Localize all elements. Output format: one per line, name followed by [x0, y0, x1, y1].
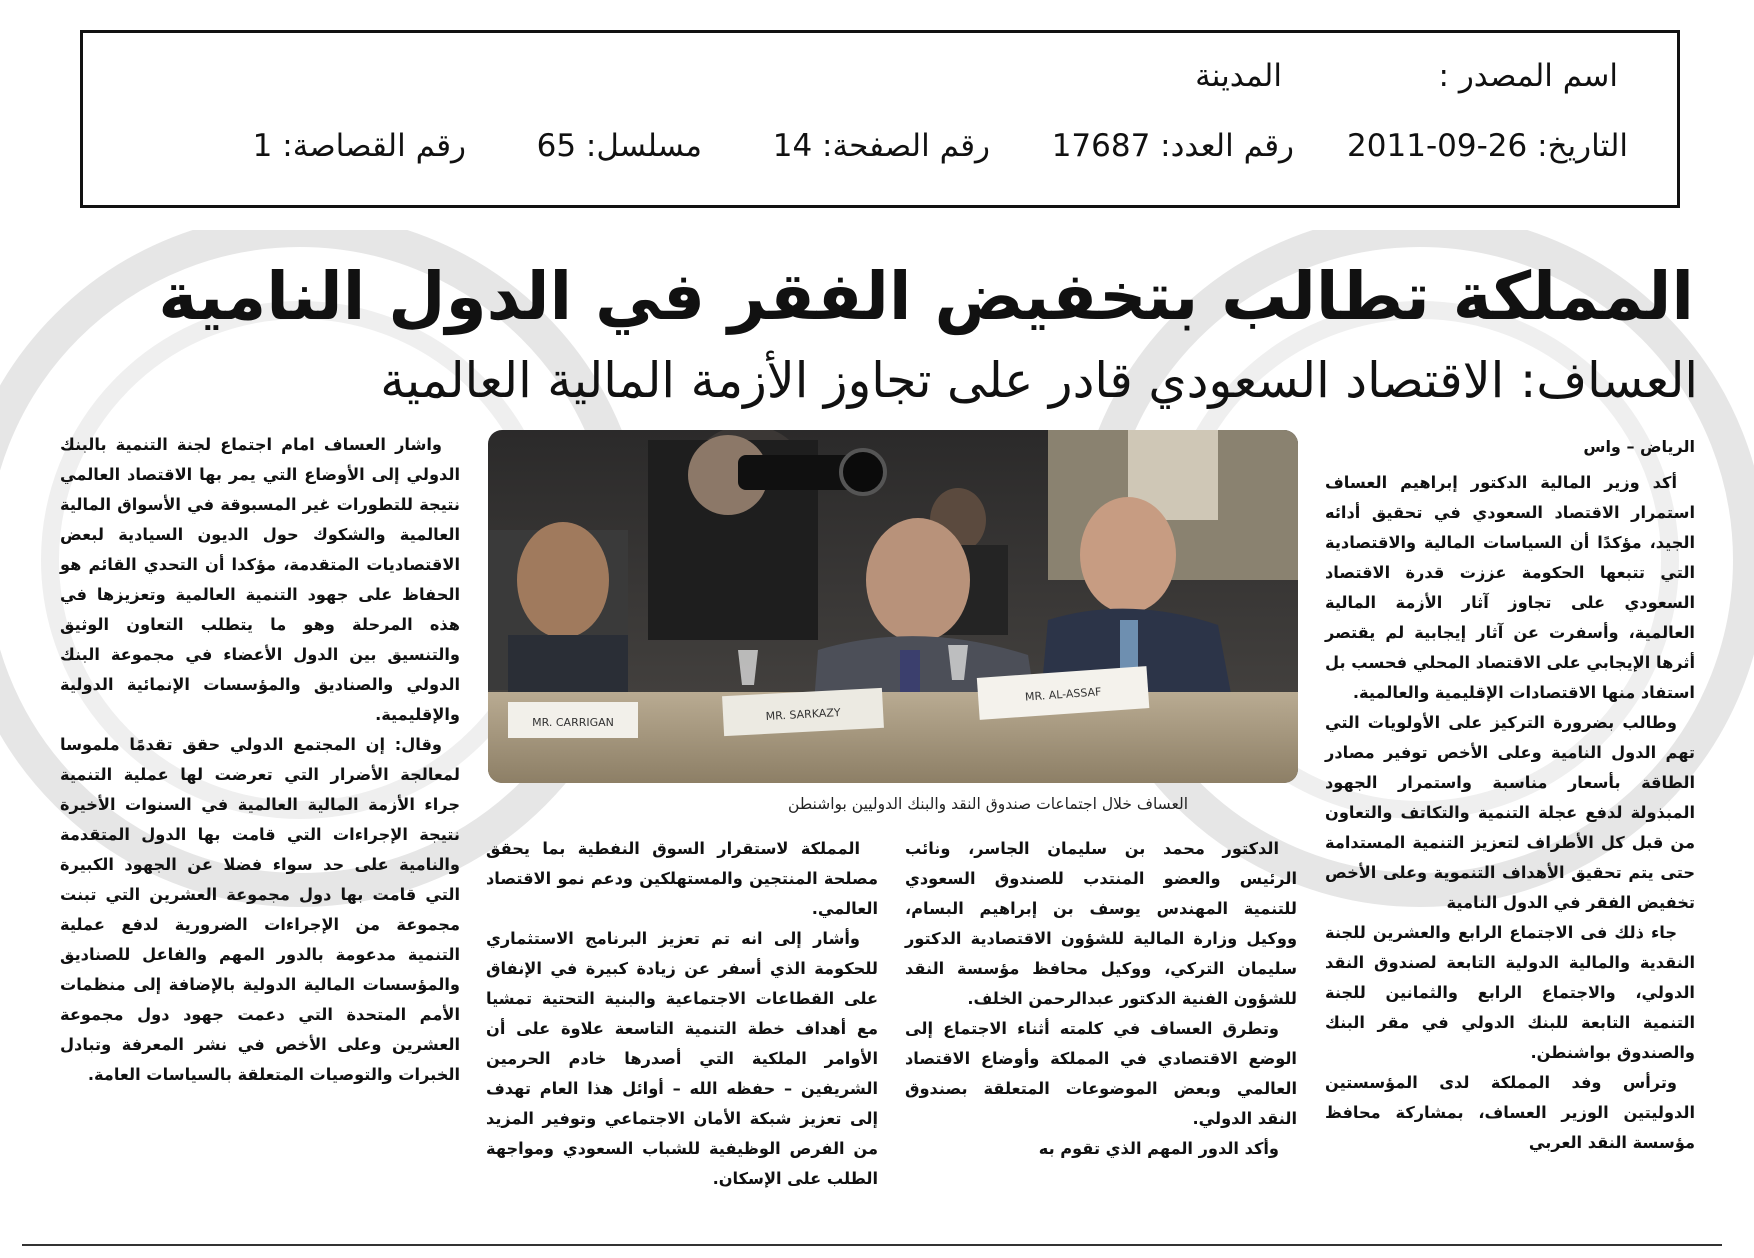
article-photo	[488, 430, 1298, 783]
paragraph: أكد وزير المالية الدكتور إبراهيم العساف استمرار الاقتصاد السعودي في تحقيق أدائه الجيد، مؤكدًا أن السياسات المالية والاقتصادية التي تتبعها الحكومة عززت قدرة الاقتصاد السعودي على تجاوز آثار الأزمة المالية العالمية، وأسفرت عن آثار إيجابية لم يقتصر أثرها الإيجابي على الاقتصاد المحلي فحسب بل استفاد منها الاقتصادات الإقليمية والعالمية.	[1325, 473, 1695, 702]
name-placard	[508, 702, 638, 738]
article-column-2	[905, 834, 1297, 1164]
paragraph: وأكد الدور المهم الذي تقوم به	[1038, 1139, 1279, 1158]
article-column-4	[60, 430, 460, 1090]
paragraph: وترأس وفد المملكة لدى المؤسستين الدوليتين الوزير العساف، بمشاركة محافظ مؤسسة النقد العربي	[1325, 1073, 1695, 1152]
article-headline: المملكة تطالب بتخفيض الفقر في الدول النامية	[158, 258, 1694, 335]
paragraph: واشار العساف امام اجتماع لجنة التنمية بالبنك الدولي إلى الأوضاع التي يمر بها الاقتصاد العالمي نتيجة للتطورات غير المسبوقة في الأسواق المالية العالمية والشكوك حول الديون السيادية لبعض الاقتصاديات المتقدمة، مؤكدا أن التحدي القائم هو الحفاظ على جهود التنمية العالمية وتعزيزها في هذه المرحلة وهو ما يتطلب التعاون الوثيق والتنسيق بين الدول الأعضاء في مجموعة البنك الدولي والصناديق والمؤسسات الإنمائية الدولية والإقليمية.	[60, 435, 460, 724]
placard-text-1: MR. CARRIGAN	[532, 716, 614, 729]
placard-text-3: MR. AL-ASSAF	[1024, 685, 1102, 704]
dateline: الرياض – واس	[1583, 437, 1695, 456]
clipping-info-box	[80, 30, 1680, 208]
source-value: المدينة	[1195, 58, 1282, 94]
paragraph: وقال: إن المجتمع الدولي حقق تقدمًا ملموسا لمعالجة الأضرار التي تعرضت لها عملية التنمية جراء الأزمة المالية العالمية في السنوات الأخيرة نتيجة الإجراءات التي قامت بها الدول المتقدمة والنامية على حد سواء فضلا عن الجهود الكبيرة التي قامت بها دول مجموعة العشرين التي تبنت مجموعة من الإجراءات الضرورية لدفع عملية التنمية مدعومة بالدور المهم والفاعل للصناديق والمؤسسات المالية الدولية بالإضافة إلى منظمات الأمم المتحدة التي دعمت جهود دول مجموعة العشرين وعلى الأخص في نشر المعرفة وتبادل الخبرات والتوصيات المتعلقة بالسياسات العامة.	[60, 735, 460, 1084]
article-column-1	[1325, 432, 1695, 1158]
page-number-field: رقم الصفحة: 14	[772, 128, 990, 164]
paragraph: وطالب بضرورة التركيز على الأولويات التي تهم الدول النامية وعلى الأخص توفير مصادر الطاقة بأسعار مناسبة واستمرار الجهود المبذولة لدفع عجلة التنمية والتكاتف والتعاون من قبل كل الأطراف لتعزيز التنمية المستدامة حتى يتم تحقيق الأهداف التنموية وعلى الأخص تخفيض الفقر في الدول النامية	[1325, 713, 1695, 912]
clip-number-field: رقم القصاصة: 1	[252, 128, 466, 164]
meeting-photo-illustration	[488, 430, 1298, 783]
bottom-divider	[22, 1244, 1722, 1246]
paragraph: المملكة لاستقرار السوق النفطية بما يحقق مصلحة المنتجين والمستهلكين ودعم نمو الاقتصاد العالمي.	[486, 839, 878, 918]
paragraph: جاء ذلك فى الاجتماع الرابع والعشرين للجنة النقدية والمالية الدولية التابعة لصندوق النقد الدولي، والاجتماع الرابع والثمانين للجنة التنمية التابعة للبنك الدولي في مقر البنك والصندوق بواشنطن.	[1325, 923, 1695, 1062]
article-column-3	[486, 834, 878, 1194]
source-label: اسم المصدر :	[1438, 58, 1618, 94]
placard-text-2: MR. SARKAZY	[765, 706, 841, 723]
article-subheadline: العساف: الاقتصاد السعودي قادر على تجاوز الأزمة المالية العالمية	[380, 352, 1698, 409]
photo-caption: العساف خلال اجتماعات صندوق النقد والبنك الدوليين بواشنطن	[788, 795, 1188, 813]
paragraph: الدكتور محمد بن سليمان الجاسر، ونائب الرئيس والعضو المنتدب للصندوق السعودي للتنمية المهندس يوسف بن إبراهيم البسام، ووكيل وزارة المالية للشؤون الاقتصادية الدكتور سليمان التركي، ووكيل محافظ مؤسسة النقد للشؤون الفنية الدكتور عبدالرحمن الخلف.	[905, 839, 1297, 1008]
name-placard	[722, 688, 884, 736]
date-field: التاريخ: 26-09-2011	[1347, 128, 1628, 164]
serial-field: مسلسل: 65	[536, 128, 702, 164]
paragraph: وتطرق العساف في كلمته أثناء الاجتماع إلى الوضع الاقتصادي في المملكة وأوضاع الاقتصاد العالمي وبعض الموضوعات المتعلقة بصندوق النقد الدولي.	[905, 1019, 1297, 1128]
issue-number-field: رقم العدد: 17687	[1051, 128, 1294, 164]
paragraph: وأشار إلى انه تم تعزيز البرنامج الاستثماري للحكومة الذي أسفر عن زيادة كبيرة في الإنفاق على القطاعات الاجتماعية والبنية التحتية تمشيا مع أهداف خطة التنمية التاسعة علاوة على أن الأوامر الملكية التي أصدرها خادم الحرمين الشريفين – حفظه الله – أوائل هذا العام تهدف إلى تعزيز شبكة الأمان الاجتماعي وتوفير المزيد من الفرص الوظيفية للشباب السعودي ومواجهة الطلب على الإسكان.	[486, 929, 878, 1188]
